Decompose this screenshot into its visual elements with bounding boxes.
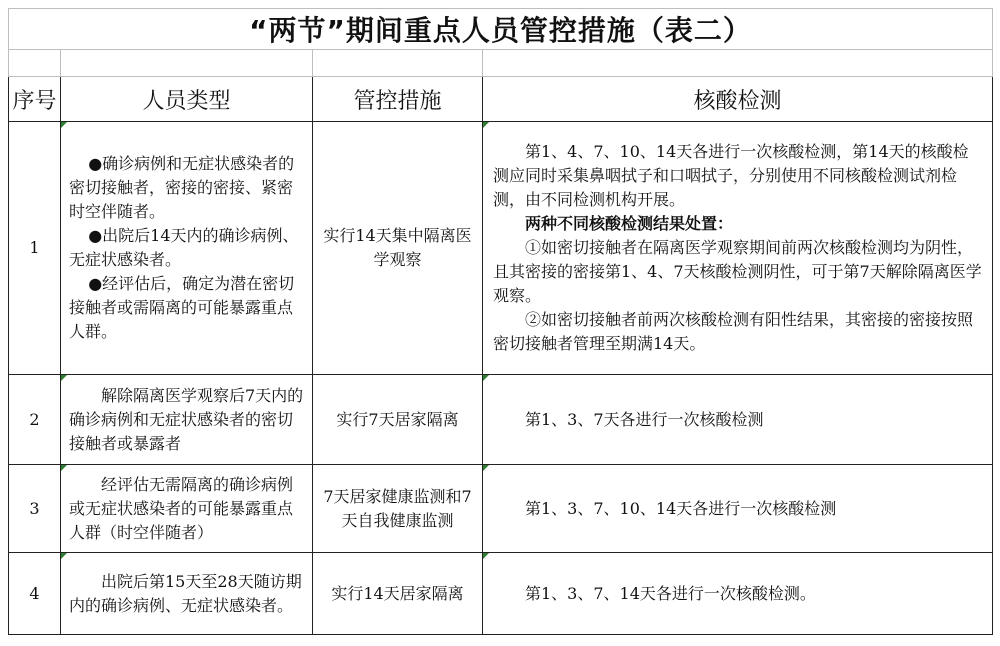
header-type[interactable]: 人员类型	[61, 77, 313, 122]
comment-marker-icon	[483, 465, 489, 471]
comment-marker-icon	[61, 553, 67, 559]
row-number[interactable]: 3	[9, 465, 61, 553]
table-row	[9, 553, 993, 635]
measure-cell[interactable]: 实行14天居家隔离	[313, 553, 483, 635]
table-row	[9, 465, 993, 553]
row-number[interactable]: 4	[9, 553, 61, 635]
table-title[interactable]: “两节”期间重点人员管控措施（表二）	[9, 9, 993, 50]
spreadsheet-table-container	[8, 8, 992, 642]
person-type-item: ●经评估后，确定为潜在密切接触者或需隔离的可能暴露重点人群。	[69, 274, 295, 341]
person-type-cell[interactable]	[61, 553, 313, 635]
table-row	[9, 122, 993, 375]
empty-cell[interactable]	[483, 50, 993, 77]
person-type-item: ●确诊病例和无症状感染者的密切接触者，密接的密接、紧密时空伴随者。	[69, 154, 295, 221]
header-measure[interactable]: 管控措施	[313, 77, 483, 122]
person-type-cell[interactable]	[61, 465, 313, 553]
person-type-text: 解除隔离医学观察后7天内的确诊病例和无症状感染者的密切接触者或暴露者	[69, 385, 304, 453]
empty-cell[interactable]	[61, 50, 313, 77]
empty-cell[interactable]	[9, 50, 61, 77]
row-number[interactable]: 2	[9, 375, 61, 465]
header-no[interactable]: 序号	[9, 77, 61, 122]
comment-marker-icon	[483, 122, 489, 128]
row-number[interactable]: 1	[9, 122, 61, 375]
measure-cell[interactable]: 实行14天集中隔离医学观察	[313, 122, 483, 375]
header-row	[9, 77, 993, 122]
comment-marker-icon	[61, 122, 67, 128]
person-type-cell[interactable]	[61, 122, 313, 375]
test-paragraph: 第1、3、7、14天各进行一次核酸检测。	[525, 583, 816, 603]
person-type-text: 经评估无需隔离的确诊病例或无症状感染者的可能暴露重点人群（时空伴随者）	[69, 474, 294, 542]
person-type-item: ●出院后14天内的确诊病例、无症状感染者。	[69, 226, 299, 269]
test-cell[interactable]	[483, 375, 993, 465]
test-paragraph: 第1、3、7天各进行一次核酸检测	[525, 409, 764, 429]
comment-marker-icon	[483, 553, 489, 559]
header-test[interactable]: 核酸检测	[483, 77, 993, 122]
test-cell[interactable]	[483, 122, 993, 375]
test-paragraph: 第1、4、7、10、14天各进行一次核酸检测，第14天的核酸检测应同时采集鼻咽拭子和口咽拭子，分别使用不同核酸检测试剂检测，由不同检测机构开展。	[493, 142, 969, 209]
person-type-cell[interactable]	[61, 375, 313, 465]
test-cell[interactable]	[483, 465, 993, 553]
test-cell[interactable]	[483, 553, 993, 635]
empty-row	[9, 50, 993, 77]
table-row	[9, 375, 993, 465]
comment-marker-icon	[61, 375, 67, 381]
control-measures-table	[8, 8, 993, 635]
person-type-text: 出院后第15天至28天随访期内的确诊病例、无症状感染者。	[69, 571, 302, 615]
test-paragraph: ②如密切接触者前两次核酸检测有阳性结果，其密接的密接按照密切接触者管理至期满14天。	[493, 310, 974, 353]
test-heading: 两种不同核酸检测结果处置：	[525, 214, 734, 233]
measure-cell[interactable]: 实行7天居家隔离	[313, 375, 483, 465]
test-paragraph: 第1、3、7、10、14天各进行一次核酸检测	[525, 498, 837, 518]
empty-cell[interactable]	[313, 50, 483, 77]
comment-marker-icon	[61, 465, 67, 471]
test-paragraph: ①如密切接触者在隔离医学观察期间前两次核酸检测均为阴性，且其密接的密接第1、4、7天核酸检测阴性，可于第7天解除隔离医学观察。	[493, 238, 982, 305]
measure-cell[interactable]: 7天居家健康监测和7天自我健康监测	[313, 465, 483, 553]
comment-marker-icon	[483, 375, 489, 381]
